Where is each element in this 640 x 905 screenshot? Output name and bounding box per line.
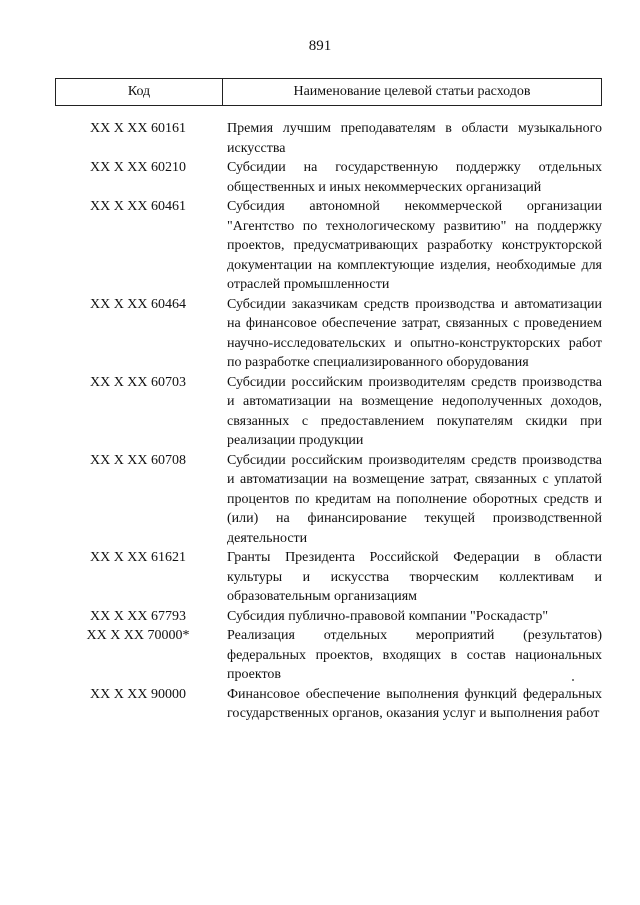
row-name: Субсидия автономной некоммерческой организации "Агентство по технологическому развитию" на поддержку проектов, предусматривающих разработку конструкторской документации на комплектующие изделия, необходимые для отраслей промышленности <box>227 199 602 292</box>
table-row <box>55 685 602 724</box>
table-row <box>55 548 602 607</box>
table-row <box>55 197 602 295</box>
row-code: XX X XX 60708 <box>89 452 187 468</box>
table-body <box>55 119 602 724</box>
row-code: XX X XX 60703 <box>89 374 187 390</box>
row-name: Субсидии российским производителям средств производства и автоматизации на возмещение недополученных доходов, связанных с предоставлением покупателям скидки при реализации продукции <box>227 374 602 448</box>
scan-speck <box>572 679 574 681</box>
row-name: Премия лучшим преподавателям в области музыкального искусства <box>227 121 602 156</box>
row-code: XX X XX 60461 <box>89 199 187 214</box>
table-row <box>55 451 602 549</box>
table-row <box>55 373 602 451</box>
row-code: XX X XX 60464 <box>89 296 187 312</box>
row-name: Субсидии заказчикам средств производства и автоматизации на финансовое обеспечение затрат, связанных с проведением научно-исследовательских и опытно-конструкторских работ по разработке специализированного оборудования <box>227 296 602 370</box>
row-name: Субсидия публично-правовой компании "Роскадастр" <box>227 608 549 624</box>
page-number: 891 <box>308 38 332 54</box>
table-row <box>55 119 602 158</box>
row-code: XX X XX 61621 <box>89 550 187 565</box>
row-code: XX X XX 60161 <box>89 121 187 136</box>
table-row <box>55 607 602 627</box>
column-header-name: Наименование целевой статьи расходов <box>293 84 531 99</box>
row-code: XX X XX 60210 <box>89 160 187 175</box>
row-name: Реализация отдельных мероприятий (результатов) федеральных проектов, входящих в состав национальных проектов <box>227 628 602 682</box>
table-row <box>55 158 602 197</box>
row-name: Субсидии российским производителям средств производства и автоматизации на возмещение затрат, связанных с уплатой процентов по кредитам на пополнение оборотных средств и (или) на финансирование текущей производственной деятельности <box>227 452 602 546</box>
row-code: XX X XX 67793 <box>89 608 187 624</box>
row-name: Субсидии на государственную поддержку отдельных общественных и иных некоммерческих организаций <box>227 160 602 195</box>
row-code: XX X XX 90000 <box>89 686 187 702</box>
row-code: XX X XX 70000* <box>86 628 190 643</box>
row-name: Гранты Президента Российской Федерации в области культуры и искусства творческим коллективам и образовательным организациям <box>227 550 602 604</box>
table-row <box>55 295 602 373</box>
column-header-code: Код <box>56 79 223 105</box>
row-name: Финансовое обеспечение выполнения функций федеральных государственных органов, оказания услуг и выполнения работ <box>227 686 602 721</box>
table-row <box>55 626 602 685</box>
table-header <box>55 78 602 106</box>
